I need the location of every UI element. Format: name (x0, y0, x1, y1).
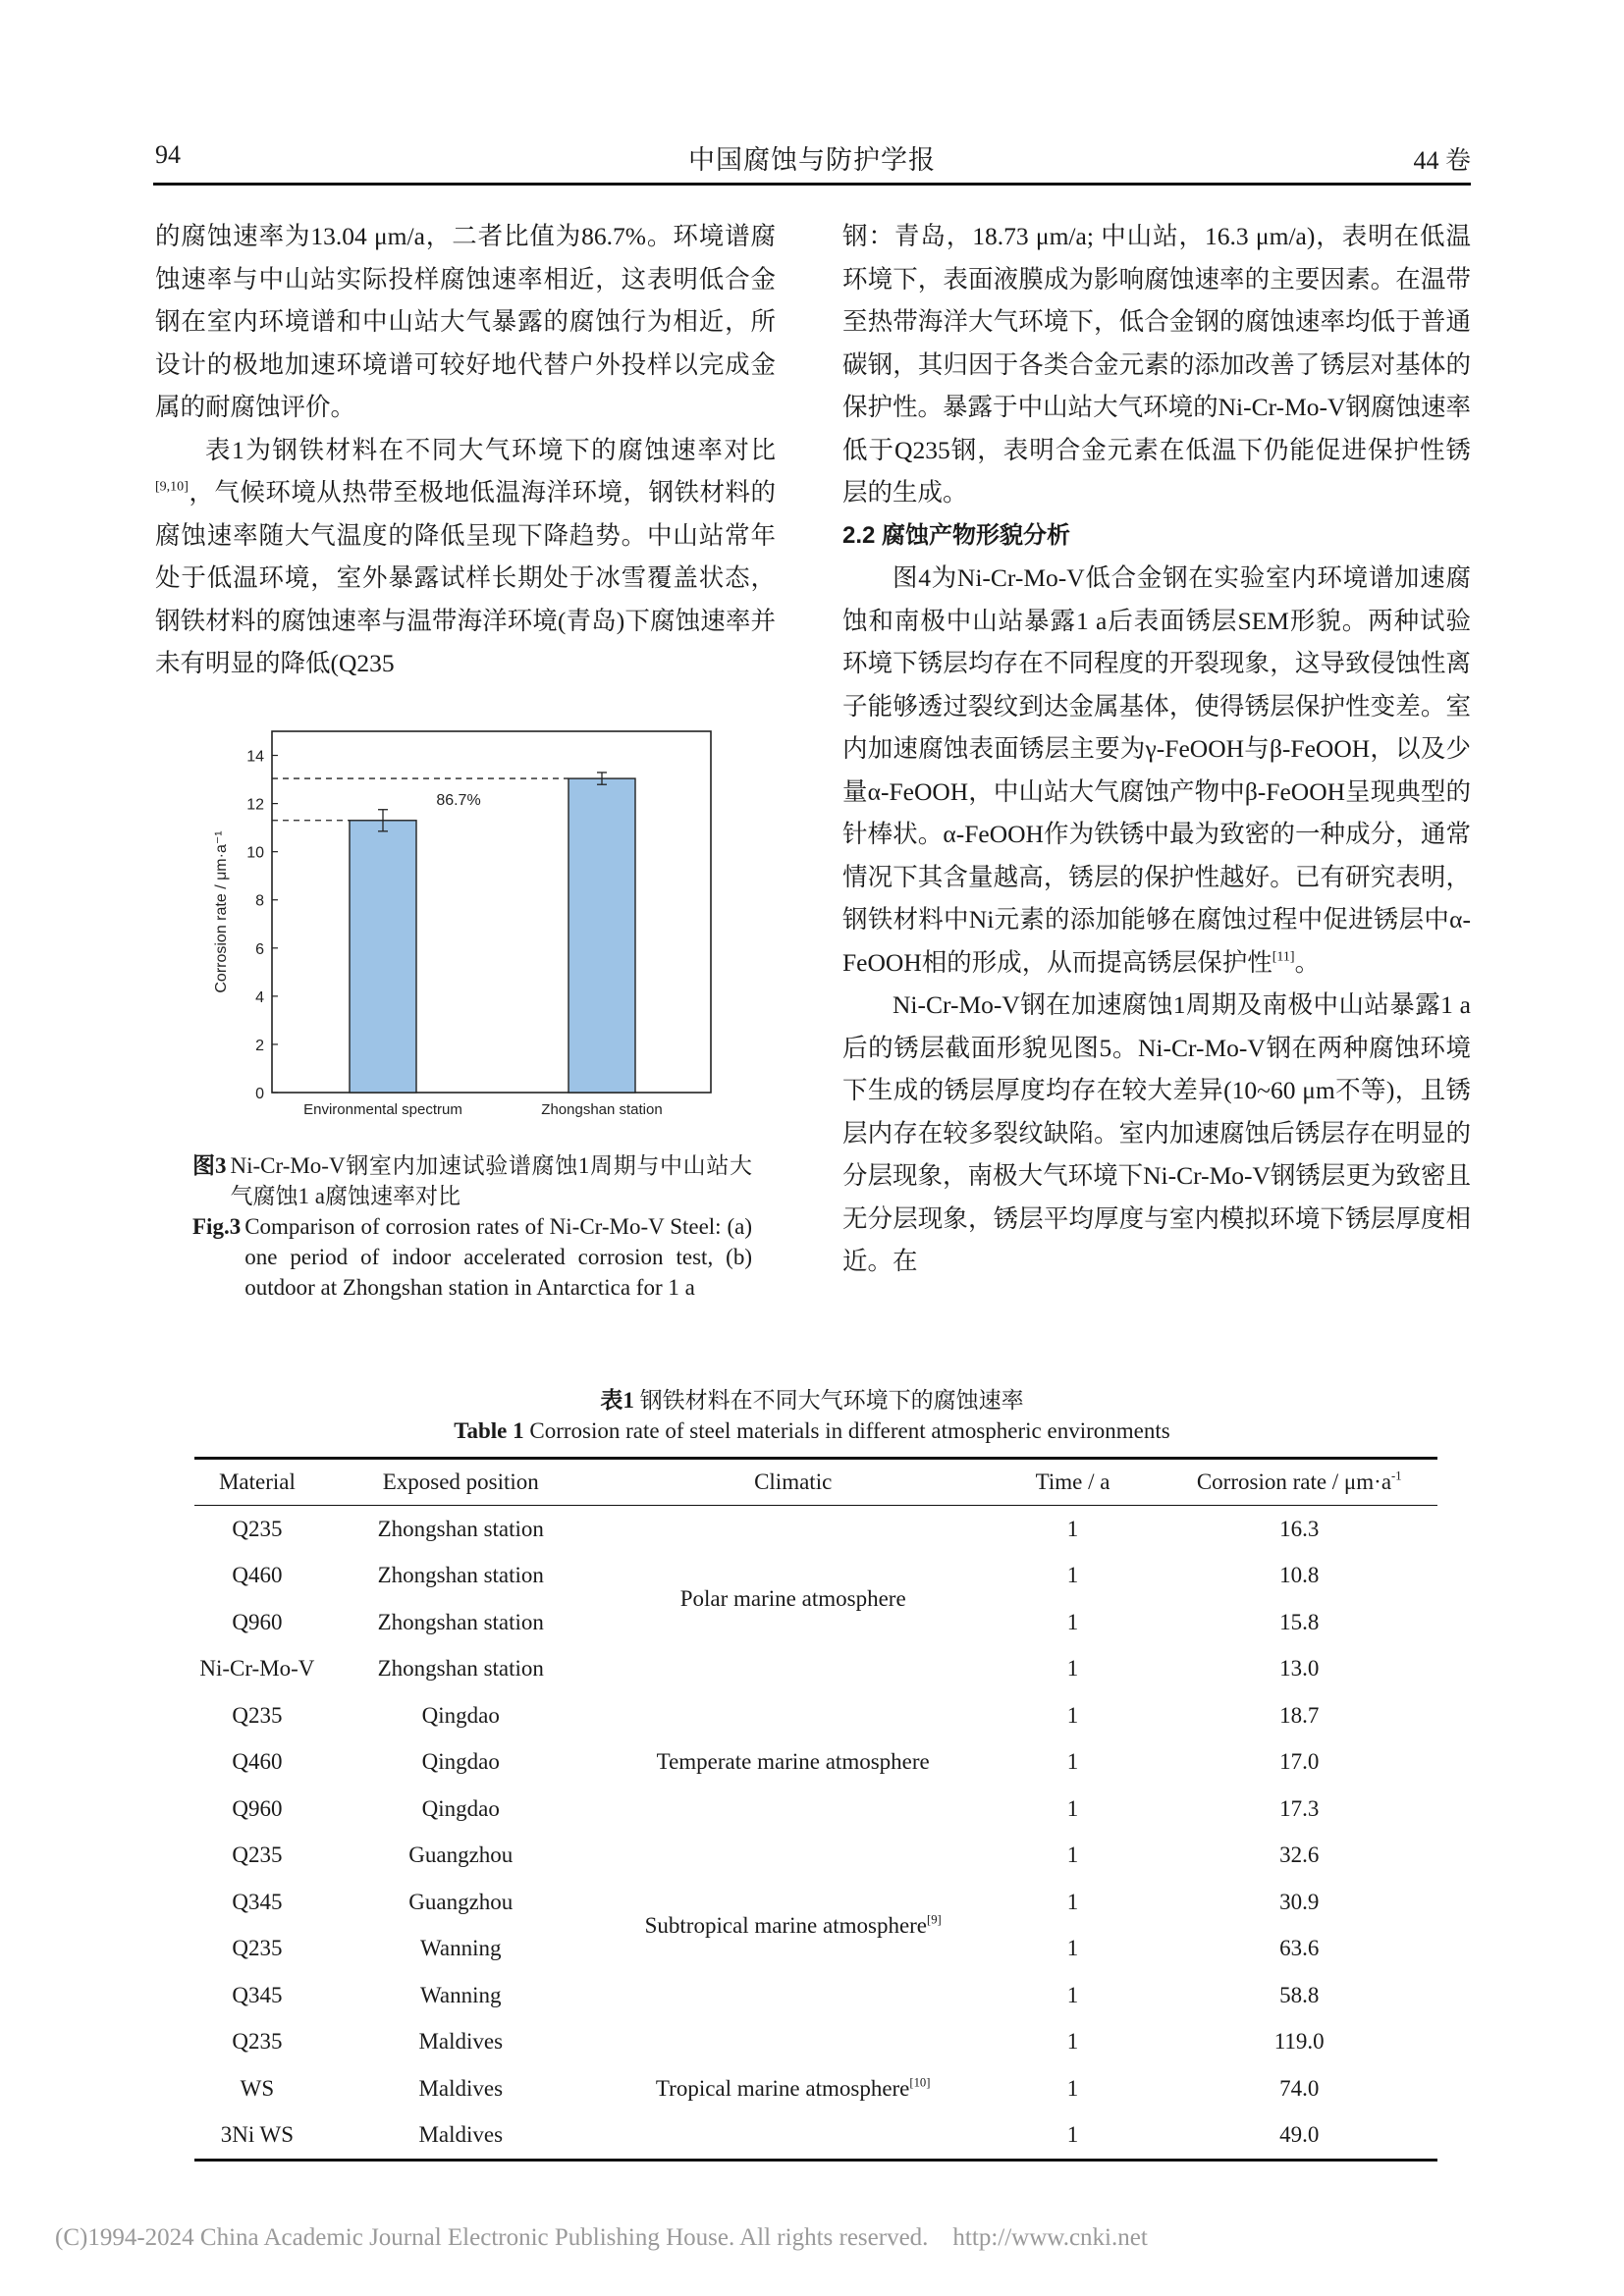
cell-material: Q960 (232, 1795, 283, 1821)
table-header-row (194, 1459, 1437, 1506)
bar (350, 821, 416, 1093)
cell-position: Zhongshan station (377, 1563, 544, 1588)
cell-rate: 13.0 (1279, 1656, 1320, 1682)
cell-rate: 74.0 (1279, 2075, 1320, 2101)
cell-time: 1 (1066, 1982, 1079, 2007)
x-tick-label: Environmental spectrum (303, 1101, 462, 1118)
caption-en: Fig.3 Comparison of corrosion rates of Ni-Cr-Mo-V Steel: (a) one period of indoor accelerated corrosion test, (b) outdoor at Zhongshan station in Antarctica for 1 a (192, 1211, 752, 1303)
bar (568, 778, 635, 1093)
column-header-material: Material (218, 1469, 296, 1494)
cell-position: Qingdao (421, 1795, 500, 1821)
header-rule (153, 183, 1471, 186)
footer-url[interactable]: http://www.cnki.net (952, 2224, 1148, 2251)
cell-material: WS (240, 2075, 275, 2101)
cell-position: Zhongshan station (377, 1516, 544, 1541)
left-column (155, 215, 776, 685)
cell-time: 1 (1066, 2075, 1079, 2101)
cell-material: Q235 (232, 2029, 283, 2055)
bar-chart (196, 726, 727, 1129)
cell-material: Q345 (232, 1982, 283, 2007)
table-row (194, 1692, 1437, 1739)
x-tick-label: Zhongshan station (541, 1101, 663, 1118)
cell-position: Qingdao (421, 1702, 500, 1728)
column-header-rate: Corrosion rate / $\mu m\cdot a^{-1}$ (1196, 1468, 1402, 1494)
chart-canvas (196, 726, 727, 1129)
cell-position: Guangzhou (408, 1889, 514, 1914)
cell-time: 1 (1066, 2122, 1079, 2148)
cell-time: 1 (1066, 1702, 1079, 1728)
cell-rate: 63.6 (1279, 1936, 1320, 1961)
caption-zh: 图3 Ni-Cr-Mo-V钢室内加速试验谱腐蚀1周期与中山站大气腐蚀1 a腐蚀速率对比 (192, 1150, 752, 1211)
figure-caption (192, 1150, 752, 1303)
y-tick-label: 14 (246, 748, 264, 766)
cell-climatic: Temperate marine atmosphere (656, 1749, 930, 1775)
y-tick-label: 0 (255, 1086, 264, 1102)
cell-time: 1 (1066, 1795, 1079, 1821)
cell-material: 3Ni WS (220, 2122, 295, 2148)
cell-position: Maldives (418, 2122, 504, 2148)
cell-rate: 17.3 (1279, 1795, 1320, 1821)
ratio-annotation: 86.7% (436, 792, 481, 809)
paragraph: 的腐蚀速率为13.04 μm/a，二者比值为86.7%。环境谱腐蚀速率与中山站实际投样腐蚀速率相近，这表明低合金钢在室内环境谱和中山站大气暴露的腐蚀行为相近，所设计的极地加速环境谱可较好地代替户外投样以完成金属的耐腐蚀评价。 (155, 222, 776, 421)
cell-rate: 15.8 (1279, 1609, 1320, 1634)
cell-position: Zhongshan station (377, 1656, 544, 1682)
paragraph: 图4为Ni-Cr-Mo-V低合金钢在实验室内环境谱加速腐蚀和南极中山站暴露1 a后表面锈层SEM形貌。两种试验环境下锈层均存在不同程度的开裂现象，这导致侵蚀性离子能够透过裂纹到达金属基体，使得锈层保护性变差。室内加速腐蚀表面锈层主要为γ-FeOOH与β-FeOOH，以及少量α-FeOOH，中山站大气腐蚀产物中β-FeOOH呈现典型的针棒状。α-FeOOH作为铁锈中最为致密的一种成分，通常情况下其含量越高，锈层的保护性越好。已有研究表明，钢铁材料中Ni元素的添加能够在腐蚀过程中促进锈层中α-FeOOH相的形成，从而提高锈层保护性[11]。 (842, 563, 1471, 977)
right-column (842, 215, 1471, 1283)
cell-material: Q460 (232, 1563, 283, 1588)
cell-rate: 30.9 (1279, 1889, 1320, 1914)
cell-material: Q460 (232, 1749, 283, 1775)
cell-time: 1 (1066, 1936, 1079, 1961)
column-header-position: Exposed position (382, 1469, 539, 1494)
cell-material: Q235 (232, 1842, 283, 1868)
cell-material: Q235 (232, 1702, 283, 1728)
copyright-footer: (C)1994-2024 China Academic Journal Electronic Publishing House. All rights reserved. http://www.cnki.net (55, 2224, 1148, 2251)
cell-position: Wanning (420, 1982, 502, 2007)
table-row (194, 2019, 1437, 2066)
table-row (194, 1506, 1437, 1553)
cell-position: Maldives (418, 2075, 504, 2101)
citation-ref[interactable]: [9,10] (155, 479, 189, 495)
cell-position: Qingdao (421, 1749, 500, 1775)
cell-material: Q235 (232, 1516, 283, 1541)
cell-position: Wanning (420, 1936, 502, 1961)
column-header-climatic: Climatic (754, 1469, 833, 1494)
plot-frame (272, 731, 711, 1093)
cell-climatic: Tropical marine atmosphere[10] (655, 2075, 931, 2101)
volume-label: 44 卷 (1413, 146, 1471, 175)
cell-climatic: Polar marine atmosphere (679, 1586, 906, 1611)
cell-position: Maldives (418, 2029, 504, 2055)
cell-time: 1 (1066, 1889, 1079, 1914)
paragraph: Ni-Cr-Mo-V钢在加速腐蚀1周期及南极中山站暴露1 a后的锈层截面形貌见图5。Ni-Cr-Mo-V钢在两种腐蚀环境下生成的锈层厚度均存在较大差异(10~60 μm不等)，且锈层内存在较多裂纹缺陷。室内加速腐蚀后锈层存在明显的分层现象，南极大气环境下Ni-Cr-Mo-V钢锈层更为致密且无分层现象，锈层平均厚度与室内模拟环境下锈层厚度相近。在 (842, 990, 1471, 1275)
y-tick-label: 12 (246, 796, 264, 814)
caption-label: Fig.3 (192, 1214, 242, 1239)
journal-title: 中国腐蚀与防护学报 (688, 145, 936, 175)
table-body (194, 1506, 1437, 2161)
cell-material: Q345 (232, 1889, 283, 1914)
y-axis-label: Corrosion rate / μm·a⁻¹ (213, 830, 230, 993)
table-caption-en: Table 1 Corrosion rate of steel materials in different atmospheric environments (454, 1418, 1170, 1443)
page-number: 94 (155, 140, 181, 169)
cell-rate: 58.8 (1279, 1982, 1320, 2007)
table-row (194, 1833, 1437, 1880)
cell-material: Q235 (232, 1936, 283, 1961)
cell-time: 1 (1066, 2029, 1079, 2055)
corrosion-rate-table (194, 1457, 1437, 2162)
cell-time: 1 (1066, 1749, 1079, 1775)
column-header-time: Time / a (1035, 1469, 1110, 1494)
cell-rate: 119.0 (1273, 2029, 1325, 2055)
cell-time: 1 (1066, 1516, 1079, 1541)
paragraph: 表1为钢铁材料在不同大气环境下的腐蚀速率对比[9,10]，气候环境从热带至极地低温海洋环境，钢铁材料的腐蚀速率随大气温度的降低呈现下降趋势。中山站常年处于低温环境，室外暴露试样长期处于冰雪覆盖状态，钢铁材料的腐蚀速率与温带海洋环境(青岛)下腐蚀速率并未有明显的降低(Q235 (155, 435, 776, 677)
cell-position: Zhongshan station (377, 1609, 544, 1634)
cell-rate: 17.0 (1279, 1749, 1320, 1775)
y-tick-label: 4 (255, 988, 264, 1006)
cell-rate: 49.0 (1279, 2122, 1320, 2148)
section-heading: 2.2 腐蚀产物形貌分析 (842, 521, 1071, 549)
cell-time: 1 (1066, 1842, 1079, 1868)
cell-rate: 32.6 (1279, 1842, 1320, 1868)
cell-position: Guangzhou (408, 1842, 514, 1868)
cell-rate: 18.7 (1279, 1702, 1320, 1728)
cell-rate: 10.8 (1279, 1563, 1320, 1588)
cell-climatic: Subtropical marine atmosphere[9] (644, 1912, 942, 1938)
citation-ref[interactable]: [10] (909, 2075, 931, 2090)
y-tick-label: 6 (255, 940, 264, 958)
cell-material: Q960 (232, 1609, 283, 1634)
cell-time: 1 (1066, 1609, 1079, 1634)
cell-rate: 16.3 (1279, 1516, 1320, 1541)
cell-time: 1 (1066, 1656, 1079, 1682)
y-tick-label: 2 (255, 1037, 264, 1054)
cell-time: 1 (1066, 1563, 1079, 1588)
y-tick-label: 8 (255, 892, 264, 910)
y-tick-label: 10 (246, 844, 264, 862)
cell-material: Ni-Cr-Mo-V (199, 1656, 315, 1682)
citation-ref[interactable]: [9] (927, 1912, 942, 1927)
paragraph: 钢：青岛，18.73 μm/a; 中山站，16.3 μm/a)，表明在低温环境下，表面液膜成为影响腐蚀速率的主要因素。在温带至热带海洋大气环境下，低合金钢的腐蚀速率均低于普通碳钢，其归因于各类合金元素的添加改善了锈层对基体的保护性。暴露于中山站大气环境的Ni-Cr-Mo-V钢腐蚀速率低于Q235钢，表明合金元素在低温下仍能促进保护性锈层的生成。 (842, 222, 1471, 507)
caption-label: 图3 (192, 1153, 227, 1178)
citation-ref[interactable]: [11] (1272, 948, 1295, 964)
table-caption-zh: 表1 钢铁材料在不同大气环境下的腐蚀速率 (600, 1388, 1024, 1413)
